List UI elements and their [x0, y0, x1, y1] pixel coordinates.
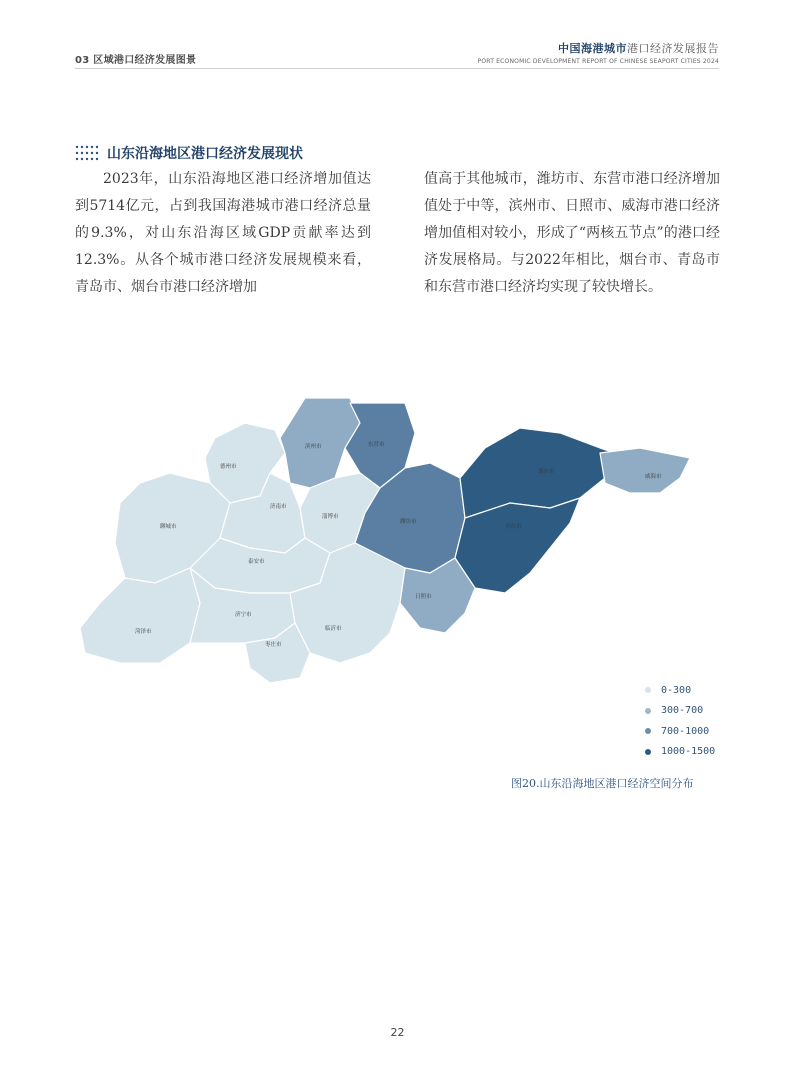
map-legend	[645, 680, 715, 762]
svg-text:威海市: 威海市	[645, 474, 662, 480]
report-header	[478, 40, 719, 65]
svg-text:济宁市: 济宁市	[235, 612, 252, 618]
legend-item: 700-1000	[645, 721, 715, 742]
shandong-map	[60, 378, 720, 698]
svg-text:潍坊市: 潍坊市	[400, 519, 417, 525]
svg-text:泰安市: 泰安市	[248, 559, 265, 565]
report-title: 中国海港城市港口经济发展报告	[558, 42, 719, 55]
header-divider	[75, 68, 719, 69]
legend-dot	[645, 687, 651, 693]
body-text-left: 2023年，山东沿海地区港口经济增加值达到5714亿元，占到我国海港城市港口经济总量的9.3%，对山东沿海区域GDP贡献率达到12.3%。从各个城市港口经济发展规模来看，青岛市、烟台市港口经济增加	[75, 171, 371, 295]
svg-text:临沂市: 临沂市	[325, 626, 342, 632]
legend-item: 300-700	[645, 701, 715, 722]
region-heze	[80, 568, 200, 663]
section-label: 03 区域港口经济发展图景	[75, 55, 197, 66]
svg-text:烟台市: 烟台市	[538, 469, 555, 475]
page-number: 22	[390, 1026, 405, 1039]
section-heading	[75, 143, 303, 163]
svg-text:德州市: 德州市	[220, 464, 237, 470]
report-subtitle: PORT ECONOMIC DEVELOPMENT REPORT OF CHINESE SEAPORT CITIES 2024	[477, 58, 719, 65]
legend-dot	[645, 728, 651, 734]
legend-dot	[645, 708, 651, 714]
svg-text:菏泽市: 菏泽市	[135, 629, 152, 635]
svg-text:日照市: 日照市	[415, 594, 432, 600]
figure-caption: 图20.山东沿海地区港口经济空间分布	[511, 777, 694, 790]
region-weihai	[600, 448, 690, 493]
dots-grid-icon	[75, 145, 101, 161]
svg-text:济南市: 济南市	[270, 504, 287, 510]
legend-item: 1000-1500	[645, 742, 715, 763]
svg-text:青岛市: 青岛市	[505, 524, 522, 530]
svg-text:淄博市: 淄博市	[322, 514, 339, 520]
body-text-right: 值高于其他城市，潍坊市、东营市港口经济增加值处于中等，滨州市、日照市、威海市港口经济增加值相对较小，形成了“两核五节点”的港口经济发展格局。与2022年相比，烟台市、青岛市和东营市港口经济均实现了较快增长。	[424, 171, 720, 295]
svg-text:枣庄市: 枣庄市	[265, 642, 282, 648]
svg-text:东营市: 东营市	[368, 442, 385, 448]
legend-dot	[645, 749, 651, 755]
legend-item: 0-300	[645, 680, 715, 701]
section-title: 山东沿海地区港口经济发展现状	[107, 146, 303, 162]
svg-text:聊城市: 聊城市	[160, 524, 177, 530]
svg-text:滨州市: 滨州市	[305, 444, 322, 450]
